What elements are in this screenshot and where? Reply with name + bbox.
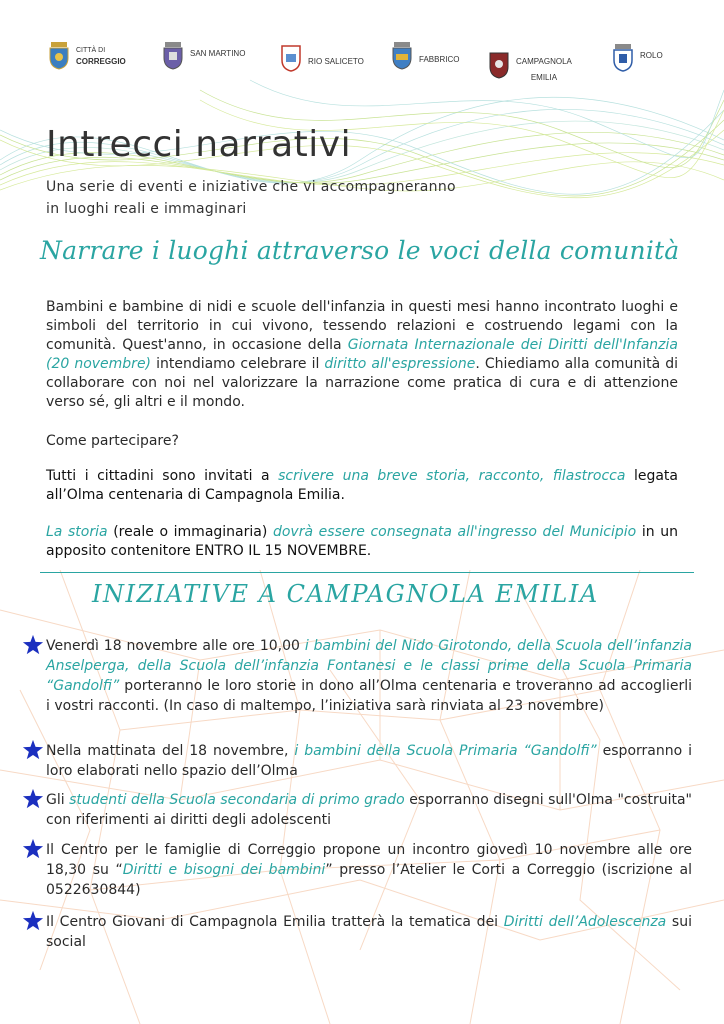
page-subtitle xyxy=(46,176,606,220)
how-to-participate-label: Come partecipare? xyxy=(46,433,179,449)
logo-label-line2: EMILIA xyxy=(530,73,558,82)
campagnola-crest-icon xyxy=(488,51,510,79)
initiative-text xyxy=(46,912,692,952)
highlight-text: Diritti dell’Adolescenza xyxy=(503,914,667,930)
logo-san-martino xyxy=(162,42,245,70)
logo-fabbrico xyxy=(391,42,459,70)
text-run: Tutti i cittadini sono invitati a xyxy=(46,468,279,484)
logo-label-line2: CORREGGIO xyxy=(76,57,126,66)
logo-label: RIO SALICETO xyxy=(308,56,364,66)
logo-campagnola xyxy=(488,46,572,83)
headline: Narrare i luoghi attraverso le voci della comunità xyxy=(40,236,680,265)
logo-label: ROLO xyxy=(640,50,663,60)
initiative-item xyxy=(22,741,692,781)
highlight-text: diritto all'espressione xyxy=(324,356,476,372)
text-run: esporranno disegni sull'Olma "costruita" con riferimenti ai diritti degli adolescenti xyxy=(46,792,692,828)
text-run: Venerdì 18 novembre alle ore 10,00 xyxy=(46,638,305,654)
logo-label: FABBRICO xyxy=(419,54,460,64)
logo-correggio xyxy=(48,42,126,70)
text-run: Bambini e bambine di nidi e scuole dell'infanzia in questi mesi hanno incontrato luoghi e simboli del territorio in cui vivono, tessendo relazioni e costruendo legami con la comunità. Quest'anno, in occasione della xyxy=(46,299,678,353)
text-run: Il Centro Giovani di Campagnola Emilia tratterà la tematica dei xyxy=(46,914,504,930)
intro-paragraph xyxy=(46,298,678,412)
logo-rio-saliceto xyxy=(280,44,364,72)
rolo-crest-icon xyxy=(612,44,634,72)
initiative-item xyxy=(22,840,692,900)
text-run: in un apposito contenitore ENTRO IL 15 NOVEMBRE. xyxy=(46,524,679,559)
text-run: . Chiediamo alla comunità di collaborare con noi nel valorizzare la narrazione come pratica di cura e di attenzione verso sé, gli altri e il mondo. xyxy=(46,356,679,410)
page-title: Intrecci narrativi xyxy=(46,124,352,165)
rio-saliceto-crest-icon xyxy=(280,44,302,72)
initiative-text xyxy=(46,741,692,781)
municipality-logos xyxy=(48,42,688,94)
initiatives-heading: INIZIATIVE A CAMPAGNOLA EMILIA xyxy=(92,580,599,608)
highlight-text: Giornata Internazionale dei Diritti dell'Infanzia (20 novembre) xyxy=(46,337,678,372)
initiative-item xyxy=(22,636,692,716)
text-run: sui social xyxy=(46,914,692,950)
highlight-text: i bambini del Nido Girotondo, della Scuola dell’infanzia Anselperga, della Scuola dell’infanzia Fontanesi e le classi prime della Scuola Primaria “Gandolfi” xyxy=(46,638,692,694)
star-bullet-icon xyxy=(22,739,44,761)
logo-rolo xyxy=(612,44,663,72)
text-run: legata all’Olma centenaria di Campagnola Emilia. xyxy=(46,468,678,503)
star-bullet-icon xyxy=(22,788,44,810)
subtitle-line: in luoghi reali e immaginari xyxy=(46,201,247,217)
star-bullet-icon xyxy=(22,910,44,932)
subtitle-line: Una serie di eventi e iniziative che vi accompagneranno xyxy=(46,179,456,195)
star-bullet-icon xyxy=(22,634,44,656)
text-run: Nella mattinata del 18 novembre, xyxy=(46,743,295,759)
text-run: Gli xyxy=(46,792,70,808)
logo-label-line1: CAMPAGNOLA xyxy=(516,57,572,66)
highlight-text: Diritti e bisogni dei bambini xyxy=(122,862,326,878)
logo-label-line1: CITTÀ DI xyxy=(76,47,106,54)
text-run: (reale o immaginaria) xyxy=(107,524,273,540)
highlight-text: La storia xyxy=(46,524,108,540)
highlight-text: studenti della Scuola secondaria di primo grado xyxy=(69,792,405,808)
text-run: intendiamo celebrare il xyxy=(151,356,325,372)
text-run: esporranno i loro elaborati nello spazio dell’Olma xyxy=(46,743,692,779)
highlight-text: scrivere una breve storia, racconto, filastrocca xyxy=(278,468,626,484)
text-run: porteranno le loro storie in dono all’Olma centenaria e troveranno ad accoglierli i vostri racconti. (In caso di maltempo, l’iniziativa sarà rinviata al 23 novembre) xyxy=(46,678,692,714)
logo-label: SAN MARTINO xyxy=(190,48,246,58)
initiative-text xyxy=(46,636,692,716)
invitation-paragraph xyxy=(46,467,678,505)
correggio-crest-icon xyxy=(48,42,70,70)
section-divider xyxy=(40,572,694,573)
san-martino-crest-icon xyxy=(162,42,184,70)
initiative-text xyxy=(46,790,692,830)
star-bullet-icon xyxy=(22,838,44,860)
initiative-item xyxy=(22,790,692,830)
highlight-text: dovrà essere consegnata all'ingresso del Municipio xyxy=(272,524,637,540)
text-run: ” presso l’Atelier le Corti a Correggio (iscrizione al 0522630844) xyxy=(46,862,692,898)
delivery-paragraph xyxy=(46,523,678,561)
fabbrico-crest-icon xyxy=(391,42,413,70)
initiative-text xyxy=(46,840,692,900)
highlight-text: i bambini della Scuola Primaria “Gandolfi” xyxy=(294,743,597,759)
initiative-item xyxy=(22,912,692,952)
text-run: Il Centro per le famiglie di Correggio propone un incontro giovedì 10 novembre alle ore 18,30 su “ xyxy=(46,842,692,878)
